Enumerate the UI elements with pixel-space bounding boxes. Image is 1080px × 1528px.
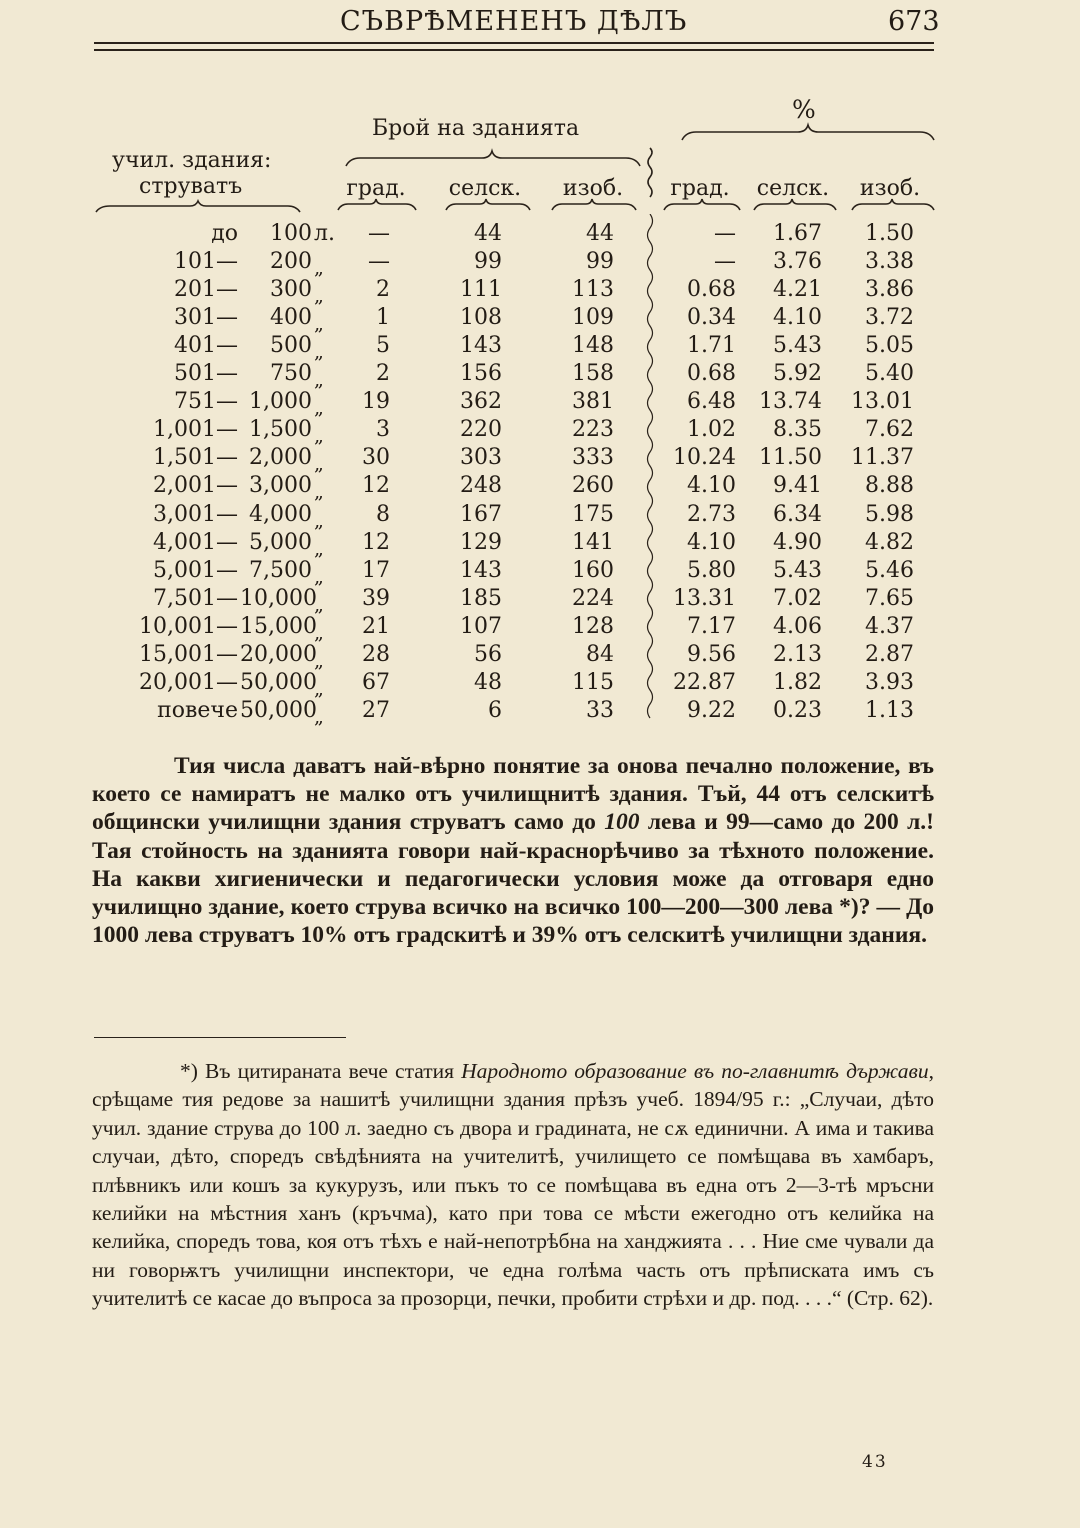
cell-pct-selsk: 1.82 <box>773 669 822 695</box>
cell-pct-grad: — <box>714 249 736 275</box>
cell-pct-selsk: 4.90 <box>773 529 822 555</box>
sub-header: изоб. <box>562 176 624 201</box>
cell-unit: „ <box>314 509 324 532</box>
cell-pct-izob: 4.82 <box>865 529 914 555</box>
cell-from: 1,501— <box>153 445 238 471</box>
cell-unit: „ <box>314 285 324 308</box>
cell-from: до <box>211 221 238 246</box>
cell-from: 751— <box>174 389 238 415</box>
cell-unit: „ <box>314 677 324 700</box>
cell-pct-izob: 7.62 <box>865 417 914 443</box>
cell-pct-selsk: 5.43 <box>773 557 822 583</box>
cell-izob: 175 <box>572 501 614 527</box>
cell-to: 400 <box>270 305 312 331</box>
footnote <box>92 1057 934 1313</box>
cell-selsk: 167 <box>460 501 502 527</box>
cell-selsk: 303 <box>460 445 502 471</box>
cell-grad: 3 <box>376 417 390 443</box>
cell-from: 7,501— <box>153 585 238 611</box>
cell-pct-selsk: 3.76 <box>773 249 822 275</box>
cell-to: 50,000 <box>240 697 317 723</box>
cell-pct-grad: — <box>714 221 736 246</box>
paragraph-text: Тия числа даватъ най-вѣрно понятие за онова печално положение, въ което се намиратъ не малко отъ училищнитѣ здания. Тъй, 44 отъ селскитѣ общински училищни здания струватъ само до <box>92 753 934 836</box>
cell-to: 50,000 <box>240 669 317 695</box>
cell-selsk: 185 <box>460 585 502 611</box>
cell-to: 20,000 <box>240 641 317 667</box>
cell-pct-grad: 4.10 <box>687 473 736 499</box>
col-label-line2: струватъ <box>139 174 243 199</box>
cell-from: 2,001— <box>153 473 238 499</box>
cell-grad: 12 <box>362 529 390 555</box>
cell-grad: 5 <box>376 333 390 359</box>
cell-from: 10,001— <box>139 613 238 639</box>
cell-grad: 17 <box>362 557 390 583</box>
cell-pct-selsk: 4.10 <box>773 305 822 331</box>
cell-from: 5,001— <box>153 557 238 583</box>
cell-pct-izob: 13.01 <box>851 389 914 415</box>
cell-pct-izob: 3.72 <box>865 305 914 331</box>
cell-izob: 381 <box>572 389 614 415</box>
cell-pct-grad: 0.34 <box>687 305 736 331</box>
paragraph-text: лева и 99—само до 200 л.! Тая стойность на зданията говори най-краснорѣчиво за тѣхното положение. На какви хигиенически и педагогически условия може да отговаря едно училищно здание, което струва всичко на всичко 100—200—300 лева *)? — До 1000 лева струватъ 10% отъ градскитѣ и 39% отъ селскитѣ училищни здания. <box>92 809 934 949</box>
paragraph-italic: 100 <box>604 809 640 836</box>
cell-selsk: 44 <box>474 221 502 246</box>
cell-selsk: 143 <box>460 333 502 359</box>
cell-unit: „ <box>314 621 324 644</box>
cell-izob: 44 <box>586 221 614 246</box>
cell-izob: 141 <box>572 529 614 555</box>
group-label-count: Брой на зданията <box>372 116 580 141</box>
cell-to: 1,500 <box>249 417 312 443</box>
cell-izob: 160 <box>572 557 614 583</box>
cell-izob: 113 <box>572 277 614 303</box>
cell-pct-grad: 0.68 <box>687 277 736 303</box>
cell-izob: 260 <box>572 473 614 499</box>
cell-izob: 115 <box>572 669 614 695</box>
group-label-percent: % <box>792 95 816 124</box>
cell-izob: 33 <box>586 697 614 723</box>
cell-pct-izob: 3.38 <box>865 249 914 275</box>
cell-to: 500 <box>270 333 312 359</box>
cell-pct-selsk: 11.50 <box>759 445 822 471</box>
cell-from: 101— <box>174 249 238 275</box>
cell-to: 7,500 <box>249 557 312 583</box>
cell-unit: „ <box>314 453 324 476</box>
cell-izob: 128 <box>572 613 614 639</box>
sub-header: селск. <box>448 176 522 201</box>
cell-pct-selsk: 4.06 <box>773 613 822 639</box>
cell-grad: — <box>368 221 390 246</box>
cell-to: 10,000 <box>240 585 317 611</box>
cell-to: 300 <box>270 277 312 303</box>
sub-header: изоб. <box>859 176 921 201</box>
cell-pct-selsk: 5.92 <box>773 361 822 387</box>
cell-unit: „ <box>314 425 324 448</box>
cell-pct-grad: 9.56 <box>687 641 736 667</box>
cell-pct-selsk: 13.74 <box>759 389 822 415</box>
cell-pct-izob: 11.37 <box>851 445 914 471</box>
cell-pct-izob: 8.88 <box>865 473 914 499</box>
cell-grad: 2 <box>376 361 390 387</box>
cell-to: 5,000 <box>249 529 312 555</box>
cell-to: 100 <box>270 221 312 246</box>
cell-pct-grad: 1.02 <box>687 417 736 443</box>
cell-pct-selsk: 9.41 <box>773 473 822 499</box>
cell-from: 3,001— <box>153 501 238 527</box>
cell-to: 2,000 <box>249 445 312 471</box>
cell-izob: 158 <box>572 361 614 387</box>
cell-from: 4,001— <box>153 529 238 555</box>
cell-to: 750 <box>270 361 312 387</box>
cell-pct-izob: 3.86 <box>865 277 914 303</box>
cell-selsk: 48 <box>474 669 502 695</box>
cell-to: 15,000 <box>240 613 317 639</box>
cell-pct-izob: 5.98 <box>865 501 914 527</box>
cell-izob: 148 <box>572 333 614 359</box>
cell-grad: — <box>368 249 390 275</box>
cell-from: 501— <box>174 361 238 387</box>
cell-grad: 8 <box>376 501 390 527</box>
cell-unit: „ <box>314 705 324 728</box>
sub-header: град. <box>670 176 730 201</box>
cell-pct-selsk: 0.23 <box>773 697 822 723</box>
cell-pct-izob: 5.46 <box>865 557 914 583</box>
cell-unit: „ <box>314 565 324 588</box>
cell-from: 201— <box>174 277 238 303</box>
cell-selsk: 6 <box>488 697 502 723</box>
cell-to: 1,000 <box>249 389 312 415</box>
cell-pct-selsk: 6.34 <box>773 501 822 527</box>
cell-selsk: 362 <box>460 389 502 415</box>
cell-selsk: 99 <box>474 249 502 275</box>
cell-pct-izob: 4.37 <box>865 613 914 639</box>
footnote-italic-title: Народното образование въ по-главнитѣ държави <box>461 1059 929 1083</box>
cell-pct-izob: 1.13 <box>865 697 914 723</box>
cell-pct-grad: 1.71 <box>687 333 736 359</box>
cell-pct-grad: 6.48 <box>687 389 736 415</box>
cell-selsk: 220 <box>460 417 502 443</box>
cell-pct-grad: 7.17 <box>687 613 736 639</box>
cell-selsk: 248 <box>460 473 502 499</box>
cell-pct-izob: 3.93 <box>865 669 914 695</box>
cell-pct-izob: 7.65 <box>865 585 914 611</box>
cell-izob: 84 <box>586 641 614 667</box>
cell-pct-selsk: 8.35 <box>773 417 822 443</box>
body-paragraph <box>92 752 934 949</box>
cell-selsk: 143 <box>460 557 502 583</box>
cell-izob: 333 <box>572 445 614 471</box>
cell-unit: „ <box>314 649 324 672</box>
cell-to: 200 <box>270 249 312 275</box>
cell-from: 301— <box>174 305 238 331</box>
page-number: 673 <box>888 6 940 37</box>
cell-from: повече <box>157 697 238 723</box>
cell-grad: 21 <box>362 613 390 639</box>
cell-selsk: 108 <box>460 305 502 331</box>
cell-pct-izob: 1.50 <box>865 221 914 246</box>
cell-from: 1,001— <box>153 417 238 443</box>
cell-selsk: 129 <box>460 529 502 555</box>
cell-izob: 99 <box>586 249 614 275</box>
cell-pct-selsk: 5.43 <box>773 333 822 359</box>
cell-izob: 224 <box>572 585 614 611</box>
cell-pct-grad: 5.80 <box>687 557 736 583</box>
cell-pct-grad: 0.68 <box>687 361 736 387</box>
cell-unit: „ <box>314 481 324 504</box>
footnote-text: *) Въ цитираната вече статия <box>180 1059 462 1083</box>
cell-pct-izob: 2.87 <box>865 641 914 667</box>
cell-unit: „ <box>314 537 324 560</box>
cell-pct-grad: 10.24 <box>673 445 736 471</box>
header-braces <box>0 0 1080 230</box>
cell-selsk: 156 <box>460 361 502 387</box>
col-label-line1: учил. здания: <box>112 148 272 173</box>
cell-izob: 223 <box>572 417 614 443</box>
cell-pct-grad: 4.10 <box>687 529 736 555</box>
cell-to: 3,000 <box>249 473 312 499</box>
cell-grad: 27 <box>362 697 390 723</box>
cell-pct-grad: 22.87 <box>673 669 736 695</box>
sub-header: селск. <box>756 176 830 201</box>
cell-selsk: 111 <box>460 277 502 303</box>
footnote-text: , срѣщаме тия редове за нашитѣ училищни здания прѣзъ учеб. 1894/95 г.: „Случаи, дѣто учил. здание струва до 100 л. заедно съ двора и градината, не сѫ единични. А има и такива случаи, дѣто, споредъ свѣдѣнията на учителитѣ, училището се помѣщава въ хамбаръ, плѣвникъ или кошъ за кукурузъ, или пъкъ то се помѣщава въ една отъ 2—3-тѣ мръсни келийки на мѣстния ханъ (кръчма), като при това се мѣсти ежегодно отъ келийка на келийка, споредъ това, коя отъ тѣхъ е най-непотрѣбна на ханджията . . . Ние сме чували да ни говорѭтъ училищни инспектори, че една голѣма часть отъ прѣписката имъ съ учителитѣ се касае до въпроса за прозорци, печки, пробити стрѣхи и др. под. . . .“ (Стр. 62). <box>92 1059 934 1311</box>
cell-grad: 67 <box>362 669 390 695</box>
cell-unit: „ <box>314 341 324 364</box>
cell-unit: „ <box>314 397 324 420</box>
cell-grad: 30 <box>362 445 390 471</box>
cell-grad: 12 <box>362 473 390 499</box>
cell-pct-grad: 9.22 <box>687 697 736 723</box>
cell-pct-izob: 5.05 <box>865 333 914 359</box>
cell-pct-grad: 13.31 <box>673 585 736 611</box>
cell-selsk: 56 <box>474 641 502 667</box>
cell-pct-selsk: 7.02 <box>773 585 822 611</box>
cell-pct-selsk: 1.67 <box>773 221 822 246</box>
cell-grad: 39 <box>362 585 390 611</box>
cell-unit: „ <box>314 593 324 616</box>
cell-unit: „ <box>314 369 324 392</box>
cell-pct-grad: 2.73 <box>687 501 736 527</box>
cell-from: 401— <box>174 333 238 359</box>
running-title: СЪВРѢМЕНЕНЪ ДѢЛЪ <box>340 6 688 37</box>
footnote-rule <box>94 1037 346 1038</box>
cell-pct-izob: 5.40 <box>865 361 914 387</box>
cell-grad: 19 <box>362 389 390 415</box>
signature-mark: 43 <box>862 1452 888 1472</box>
cell-unit: л. <box>314 221 335 246</box>
cell-pct-selsk: 4.21 <box>773 277 822 303</box>
cell-izob: 109 <box>572 305 614 331</box>
cell-grad: 1 <box>376 305 390 331</box>
cell-unit: „ <box>314 257 324 280</box>
cell-grad: 28 <box>362 641 390 667</box>
cell-from: 15,001— <box>139 641 238 667</box>
cell-pct-selsk: 2.13 <box>773 641 822 667</box>
sub-header: град. <box>346 176 406 201</box>
cell-to: 4,000 <box>249 501 312 527</box>
cell-grad: 2 <box>376 277 390 303</box>
cell-selsk: 107 <box>460 613 502 639</box>
cell-from: 20,001— <box>139 669 238 695</box>
cell-unit: „ <box>314 313 324 336</box>
